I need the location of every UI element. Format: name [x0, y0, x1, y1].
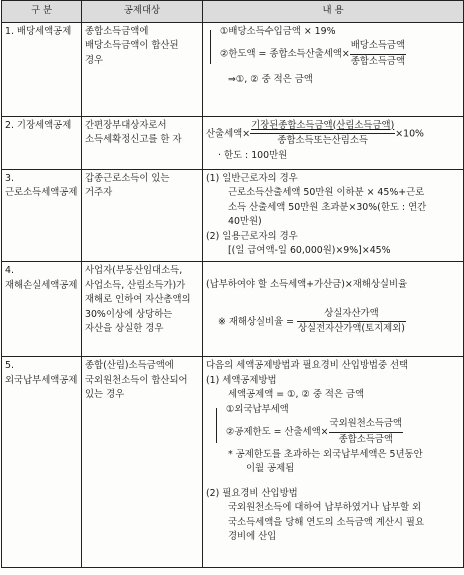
content-line: 국소득세액을 당해 연도의 소득금액 계산시 필요: [228, 516, 425, 528]
category-cell: 2. 기장세액공제: [2, 116, 82, 169]
content-cell: [203, 357, 464, 568]
content-cell: [203, 262, 464, 357]
category-cell: 4. 재해손실세액공제: [2, 262, 82, 357]
target-cell: 종합(산림)소득금액에 국외원천소득이 합산되어 있는 경우: [82, 357, 203, 568]
formula-text: ×10%: [395, 128, 424, 140]
formula-line: [220, 39, 460, 69]
content-line: 다음의 세액공제방법과 필요경비 산입방법중 선택: [206, 360, 409, 372]
table-row: [2, 169, 464, 261]
table-header-row: [2, 1, 464, 23]
content-line: (납부하여야 할 소득세액+가산금)×재해상실비율: [206, 279, 408, 291]
formula-line: · 한도 : 100만원: [218, 149, 288, 161]
fraction-denominator: 상실전자산가액(토지제외): [298, 323, 405, 335]
tax-credit-table: [1, 0, 464, 568]
formula-line: [226, 417, 460, 447]
formula-line: ⇒①, ② 중 적은 금액: [228, 74, 313, 86]
table-row: [2, 22, 464, 116]
content-cell: [203, 22, 464, 116]
formula-text: 산출세액×: [206, 128, 251, 140]
formula-text: ※ 재해상실비율 =: [218, 316, 295, 328]
table-row: [2, 262, 464, 357]
fraction-numerator: 상실자산가액: [297, 307, 406, 323]
content-line: 세액공제액 = ①, ② 중 적은 금액: [228, 389, 365, 401]
formula-line: ①외국납부세액: [226, 403, 289, 415]
formula-line: ①배당소득수입금액 × 19%: [220, 25, 336, 37]
content-line: 이월 공제됨: [246, 463, 295, 475]
content-line: 국외원천소득에 대하여 납부하였거나 납부할 외: [228, 502, 422, 514]
formula-text: ②공제한도 = 산출세액×: [226, 426, 329, 438]
header-content: 내 용: [203, 1, 464, 23]
content-line: (2) 필요경비 산입방법: [206, 487, 298, 499]
fraction-numerator: 배당소득금액: [350, 39, 406, 55]
fraction-numerator: 국외원천소득금액: [329, 417, 403, 433]
target-cell: 종합소득금액에 배당소득금액이 합산된 경우: [82, 22, 203, 116]
formula-text: ②한도액 = 종합소득산출세액×: [220, 48, 350, 60]
content-line: 40만원): [228, 216, 262, 228]
formula-bracket: [206, 25, 460, 70]
category-cell: 3. 근로소득세액공제: [2, 169, 82, 261]
content-line: (1) 세액공제방법: [206, 374, 277, 386]
content-cell: [203, 116, 464, 169]
content-line: [(일 급여액-일 60,000원)×9%]×45%: [228, 245, 391, 257]
target-cell: 간편장부대상자로서 소득세확정신고를 한 자: [82, 116, 203, 169]
target-cell: 갑종근로소득이 있는 거주자: [82, 169, 203, 261]
content-line: (2) 일용근로자의 경우: [206, 230, 298, 242]
table-row: [2, 116, 464, 169]
fraction-numerator: 기장된종합소득금액(산림소득금액): [250, 119, 395, 135]
content-cell: [203, 169, 464, 261]
category-cell: 5. 외국납부세액공제: [2, 357, 82, 568]
fraction: [297, 307, 406, 337]
fraction-denominator: 종합소득금액: [338, 433, 393, 445]
fraction-denominator: 종합소득또는산림소득: [277, 135, 368, 147]
formula-line: [206, 119, 460, 149]
content-line: 근로소득산출세액 50만원 이하분 × 45%+근로: [228, 187, 425, 199]
content-line: 경비에 산입: [228, 531, 277, 543]
formula-bracket: [212, 403, 460, 448]
content-line: * 공제한도를 초과하는 외국납부세액은 5년동안: [228, 448, 423, 460]
fraction: [329, 417, 403, 447]
category-cell: 1. 배당세액공제: [2, 22, 82, 116]
fraction: [250, 119, 395, 149]
header-target: 공제대상: [82, 1, 203, 23]
fraction-denominator: 종합소득금액: [350, 55, 406, 67]
header-category: 구 분: [2, 1, 82, 23]
target-cell: 사업자(부동산임대소득, 사업소득, 산림소득가)가 재해로 인하여 자산총액의 30%이상에 상당하는 자산을 상실한 경우: [82, 262, 203, 357]
content-line: (1) 일반근로자의 경우: [206, 172, 298, 184]
formula-line: [206, 307, 460, 337]
content-line: 소득 산출세액 50만원 초과분×30%(한도 : 연간: [228, 201, 427, 213]
fraction: [350, 39, 406, 69]
table-row: [2, 357, 464, 568]
